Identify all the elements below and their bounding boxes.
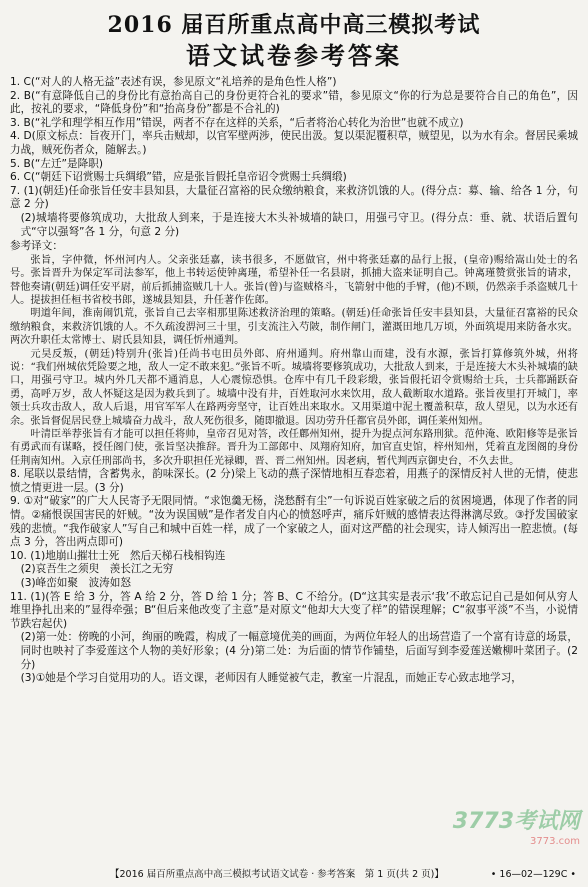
answer-item: (3)峰峦如聚 波涛如怒 (20, 576, 131, 589)
answer-item: 1. C(“对人的人格无益”表述有误，参见原文“礼培养的是角色性人格”) (10, 76, 337, 88)
answer-item: 11. (1)(答 E 给 3 分，答 A 给 2 分，答 D 给 1 分；答 B、C 不给分。(D“这其实是表示‘我’不敢忘记自己是如何从穷人堆里挣扎出来的”显得牵强；B“但后来他改变了主意”是对原文“他却大大变了样”的错误理解；C“叙事平淡”不当，小说情节跌宕起伏) (10, 590, 578, 630)
translation-paragraph: 元昊反叛，(朝廷)特别升(张旨)任尚书屯田员外郎、府州通判。府州靠山而建，没有水源，张旨打算修筑外城，州将说：“我们州城依凭险要之地，敌人一定不敢来犯。”张旨不听。城墙将要修筑成功，大批敌人到来，于是连接大木头补城墙的缺口，用强弓守卫。城内外几天都不通消息，人心震惊恐惧。仓库中有几千段彩缎，张旨假托诏令赏赐给士兵，士兵都踊跃奋勇，高呼万岁，敌人怀疑这是因为救兵到了。城墙中没有井，百姓取河水来饮用，敌人截断取水道路。张旨夜里打开城门，率领士兵攻击敌人，敌人后退，用官军军人在路两旁坚守，让百姓出来取水。又用渠道中泥土覆盖积草，敌人望见，以为水还有余。张旨督促居民登上城墙奋力战斗，敌人死伤很多，随即撤退。因功劳升任都官员外郎，调任莱州知州。 (10, 348, 578, 427)
answer-item: 2. B(“有意降低自己的身份比有意抬高自己的身份更符合礼的要求”错，参见原文“你的行为总是要符合自己的角色”，因此，按礼的要求，“降低身份”和“抬高身份”都是不合礼的) (10, 89, 578, 116)
answers-top (10, 76, 578, 254)
exam-subtitle: 语文试卷参考答案 (186, 41, 402, 70)
answer-item: 5. B(“左迁”是降职) (10, 157, 103, 170)
answer-item: 4. D(原文标点：旨夜开门，率兵击贼却，以官军壁两涉，使民出汲。复以渠泥覆积草，贼望见，以为水有余。督居民乘城力战，贼死伤者众，随解去。) (10, 130, 578, 156)
exam-title: 2016 届百所重点高中高三模拟考试 (107, 12, 481, 38)
answer-item: 3. B(“礼学和理学相互作用”错误，两者不存在这样的关系，“后者将治心转化为治世”也就不成立) (10, 116, 464, 129)
translation-paragraph: 明道年间，淮南闹饥荒，张旨自己去宰相那里陈述救济治理的策略。(朝廷)任命张旨任安丰县知县，大量征召富裕的民众缴纳粮食，来救济饥饿的人。不久疏浚淠河三十里，引支流注入芍陂，制作闸门，灌溉田地几万顷，外面筑堤用来防备水灾。两次升职任太常博士、尉氏县知县，调任忻州通判。 (10, 308, 578, 347)
watermark-url: 3773.com (530, 836, 580, 847)
translation-paragraph: 张旨，字仲微，怀州河内人。父亲张廷嘉，读书很多，不愿做官，州中将张廷嘉的品行上报，(皇帝)赐给嵩山处士的名号。张旨晋升为保定军司法参军，他上书转运使钟离瑾，希望补任一名县尉，抓捕大盗来证明自己。钟离瑾赞赏张旨的请求，替他奏请(朝廷)调任安平尉，前后抓捕盗贼几十人。张旨(曾)与盗贼格斗，飞箭射中他的手臂，(他)不顾，仍然亲手杀盗贼几十人。提拔担任桓书省校书郎，遂城县知县，升任著作佐郎。 (10, 254, 578, 306)
answer-item: (2)哀吾生之须臾 羡长江之无穷 (20, 563, 174, 576)
site-watermark (450, 809, 580, 863)
footer-page-info: 【2016 届百所重点高中高三模拟考试语文试卷 · 参考答案 第 1 页(共 2 页)】 (110, 869, 444, 880)
reference-translation-label: 参考译文： (10, 240, 63, 253)
answer-item: 6. C(“朝廷下诏赏赐士兵绸缎”错，应是张旨假托皇帝诏令赏赐士兵绸缎) (10, 171, 347, 184)
answer-item: (2)第一处：傍晚的小河，绚丽的晚霞，构成了一幅意境优美的画面，为两位年轻人的出场营造了一个富有诗意的场景，同时也映衬了李爱莲这个人物的美好形象；(4 分)第二处：为后面的情节作铺垫，后面写到李爱莲送嫩柳叶菜团子。(2 分) (20, 631, 578, 671)
answers-bottom (10, 468, 578, 686)
answer-item: (2)城墙将要修筑成功，大批敌人到来，于是连接大木头补城墙的缺口，用强弓守卫。(得分点：垂、就、状语后置句式“守以强弩”各 1 分，句意 2 分) (20, 211, 578, 238)
answer-item: (3)①她是个学习自觉用功的人。语文课，老师因有人睡觉被气走，教室一片混乱，而她正专心致志地学习， (20, 672, 522, 685)
answer-item: 10. (1)地崩山摧壮士死 然后天梯石栈相钩连 (10, 549, 226, 562)
translation-paragraph: 叶清臣举荐张旨有才能可以担任将帅，皇帝召见对答，改任鄜州知州，提升为提点河东路刑狱。范仲淹、欧阳修等是张旨有勇武而有谋略，授任阁门使，张旨坚决推辞。晋升为工部郎中、凤翔府知府，加官直史馆，梓州知州，凭着直龙图阁的身份任荆南知州。入京任刑部尚书，多次升职担任光禄卿，晋、晋二州知州。因老病，暂代判西京御史台，不久去世。 (10, 429, 578, 467)
answer-item: 7. (1)(朝廷)任命张旨任安丰县知县，大量征召富裕的民众缴纳粮食，来救济饥饿的人。(得分点：募、输、给各 1 分，句意 2 分) (10, 184, 578, 211)
answer-body (10, 76, 578, 686)
footer-code: • 16—02—129C • (490, 869, 576, 880)
answer-item: 8. 尾联以景结情，含蓄隽永，韵味深长。(2 分)梁上飞动的燕子深情地相互春恋着，用燕子的深情反衬人世的无情，使悲愤之情更进一层。(3 分) (10, 468, 578, 494)
answer-item: 9. ①对“破家”的广大人民寄予无限同情。“求饱羹无杨，浇愁酹有尘”一句诉说百姓家破之后的贫困境遇，体现了作者的同情。②痛恨误国害民的奸贼。“汝为误国贼”是作者发自内心的愤怒呼声，痛斥奸贼的感情表达得淋漓尽致。③抒发国破家残的悲愤。“我作破家人”写自己和城中百姓一样，成了一个家破之人，面对这严酷的社会现实，诗人倾泻出一腔悲愤。(每点 3 分，答出两点即可) (10, 495, 578, 549)
reference-translation (10, 254, 578, 469)
watermark-logo-text: 3773考试网 (452, 809, 580, 834)
page-footer (0, 867, 588, 883)
